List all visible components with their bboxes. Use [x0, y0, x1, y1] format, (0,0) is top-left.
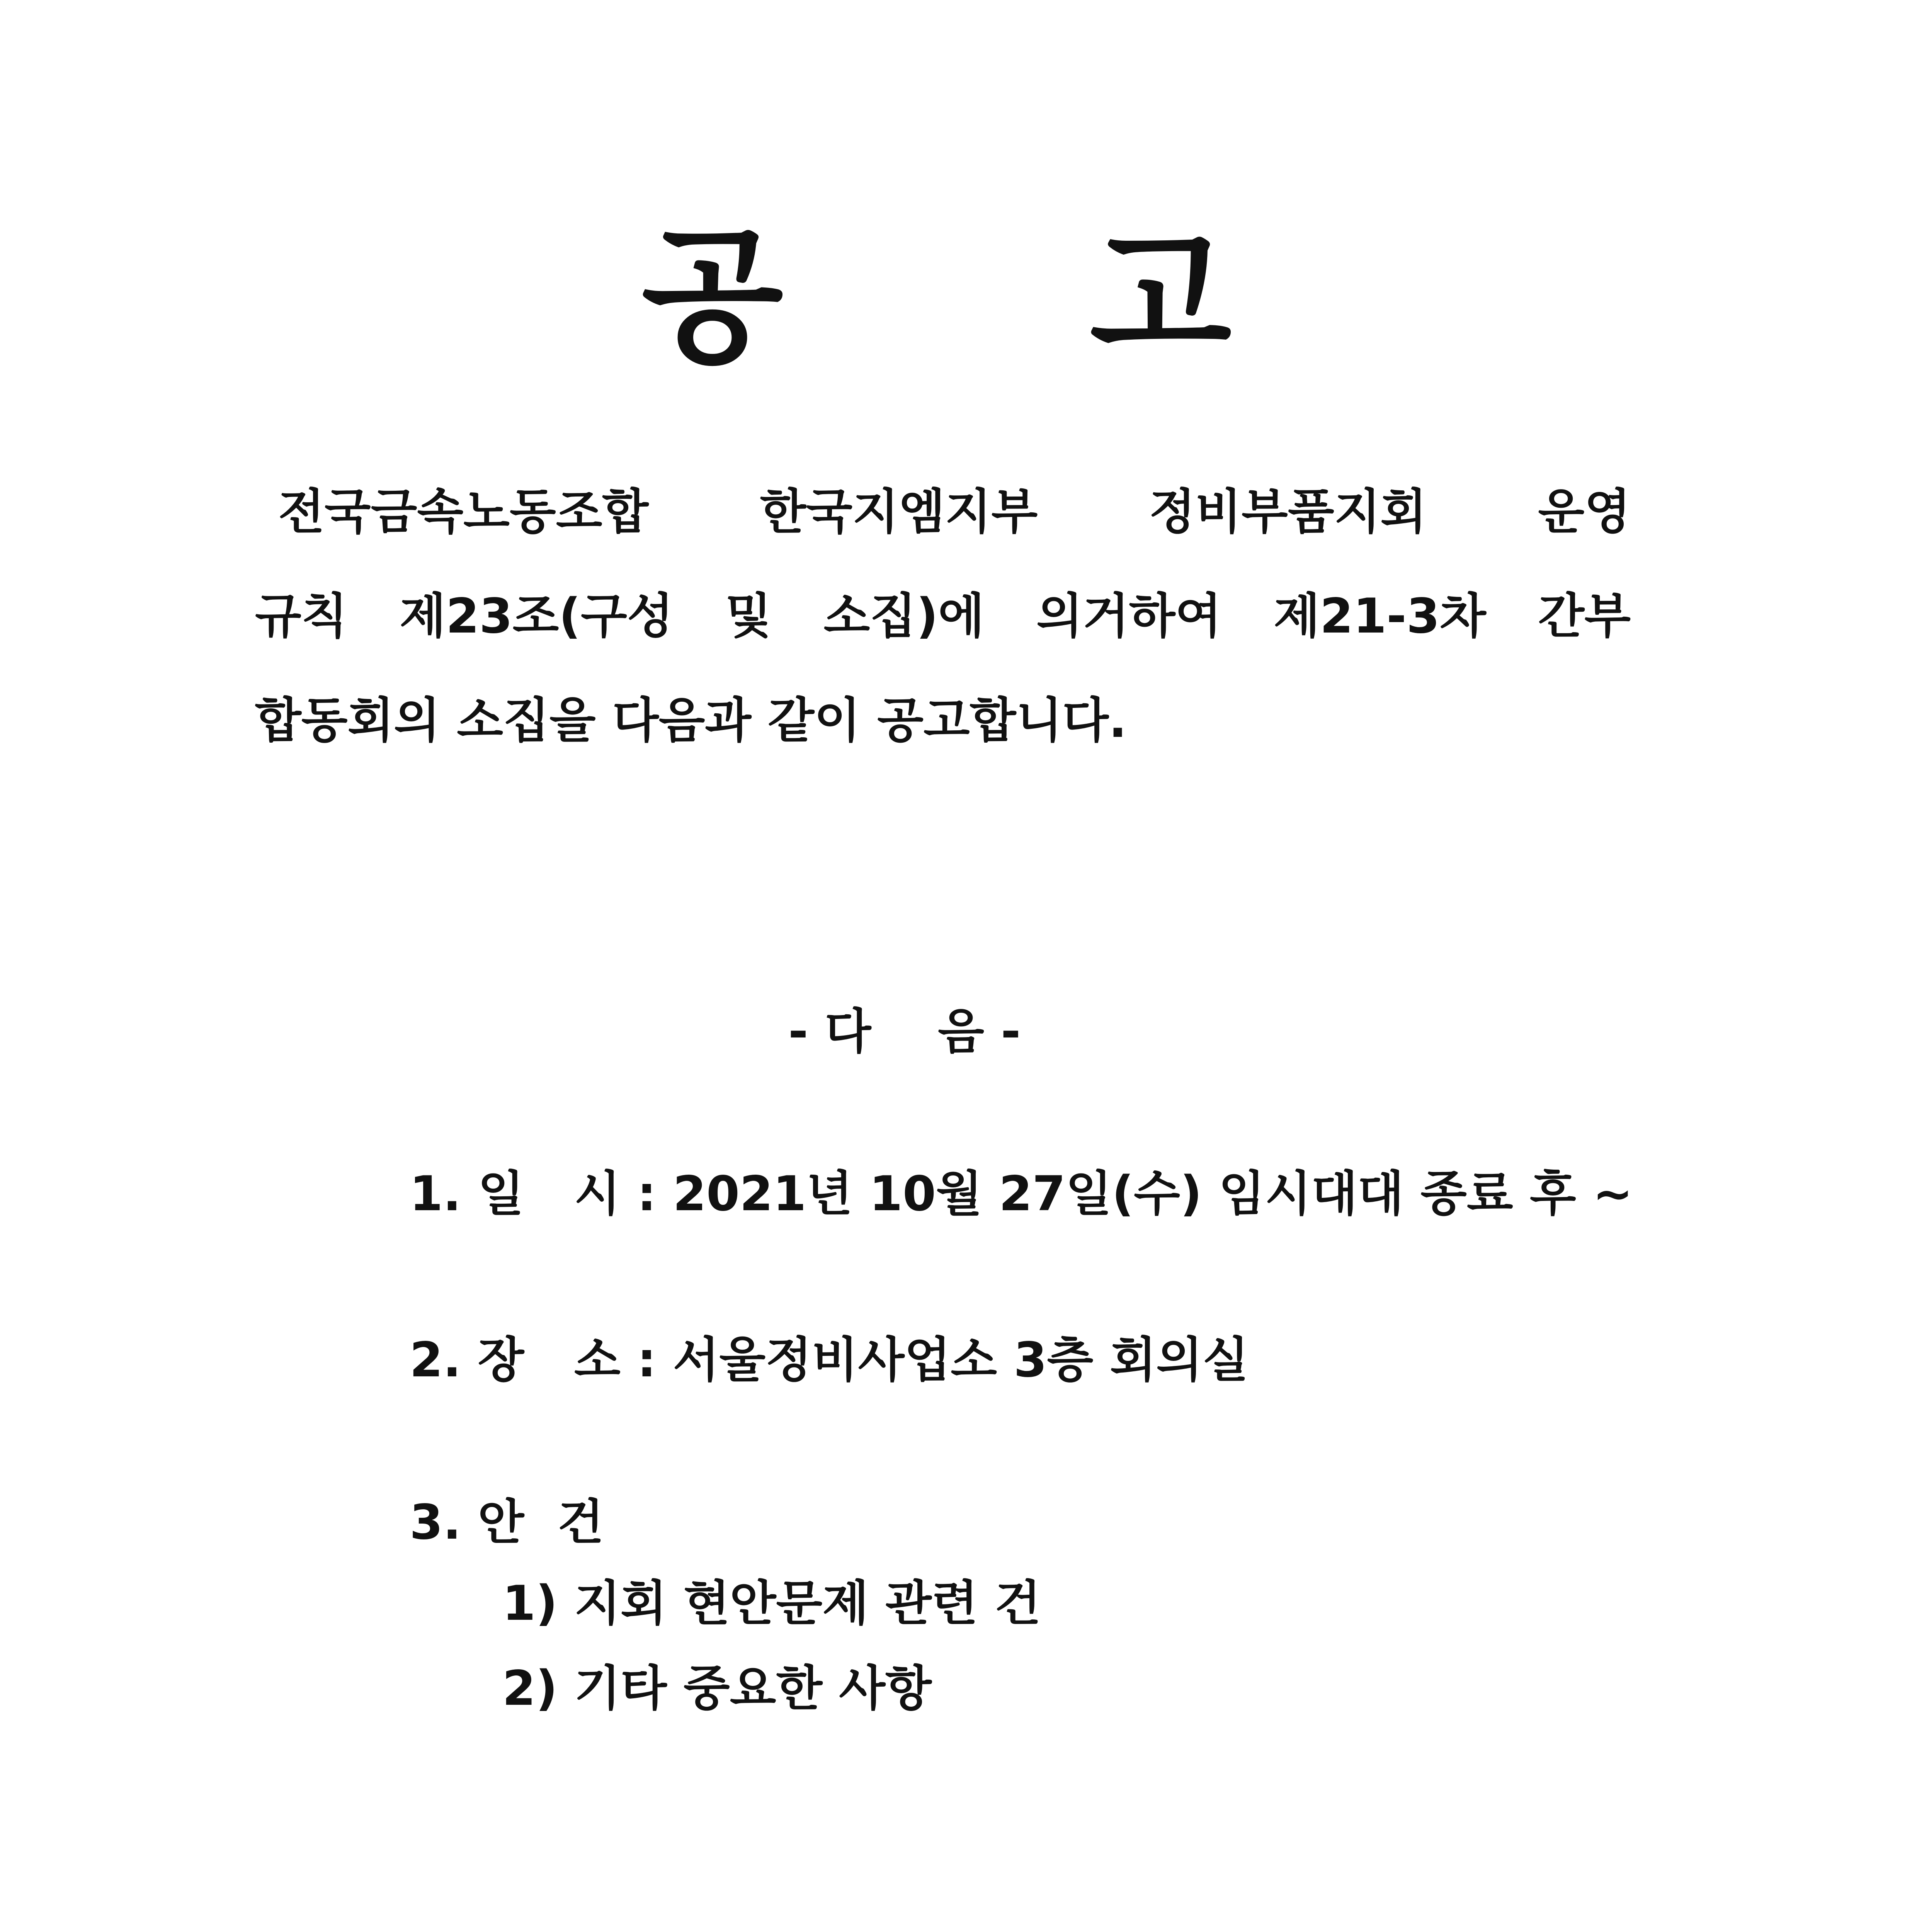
- intro-line-2: 규칙 제23조(구성 및 소집)에 의거하여 제21-3차 간부: [255, 588, 1631, 644]
- intro-line-1: 전국금속노동조합 한국지엠지부 정비부품지회 운영: [278, 484, 1631, 540]
- item-schedule: 1. 일 시 : 2021년 10월 27일(수) 임시대대 종료 후 ~: [410, 1166, 1633, 1222]
- intro-line-3: 합동회의 소집을 다음과 같이 공고합니다.: [255, 693, 1127, 748]
- agenda-sub-item-2: 2) 기타 중요한 사항: [502, 1661, 932, 1716]
- agenda-sub-item-1: 1) 지회 현안문제 관련 건: [502, 1576, 1041, 1631]
- title-char-1: 공: [641, 212, 784, 383]
- notice-title: [641, 212, 1298, 383]
- item-agenda: 3. 안 건: [410, 1495, 604, 1550]
- next-heading: - 다 음 -: [788, 1004, 1021, 1060]
- item-location: 2. 장 소 : 서울정비사업소 3층 회의실: [410, 1332, 1249, 1388]
- intro-paragraph: [255, 460, 1631, 773]
- title-char-2: 고: [1090, 212, 1232, 383]
